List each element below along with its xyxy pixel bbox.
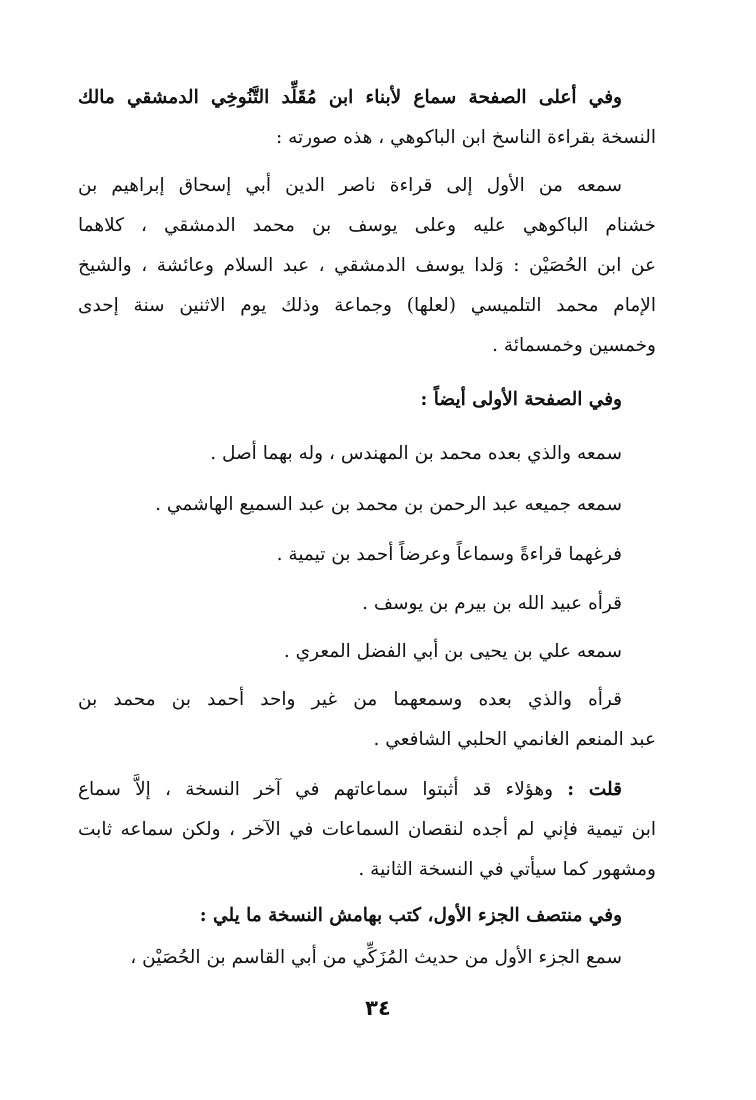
text-line: عبد المنعم الغانمي الحلبي الشافعي .: [373, 729, 656, 750]
paragraph-manuscript-audition-top: [78, 78, 656, 158]
paragraph-reading-record: [78, 680, 656, 760]
paragraph-author-comment: [78, 770, 656, 890]
page-number: ٣٤: [365, 996, 391, 1020]
text-line: وفي الصفحة الأولى أيضاً :: [420, 389, 622, 410]
text-line: النسخة بقراءة الناسخ ابن الباكوهي ، هذه صورته :: [276, 127, 656, 148]
text-line: قرأه عبيد الله بن بيرم بن يوسف .: [362, 593, 622, 614]
text-line: خشنام الباكوهي عليه وعلى يوسف بن محمد الدمشقي ، كلاهما: [78, 215, 656, 236]
line-rest: وهؤلاء قد أثبتوا سماعاتهم في آخر النسخة ، إلاَّ سماع: [78, 779, 568, 800]
text-line: فرغهما قراءةً وسماعاً وعرضاً أحمد بن تيمية .: [276, 544, 622, 565]
text-line: [78, 770, 656, 810]
paragraph-note: [78, 584, 656, 624]
text-line: وفي أعلى الصفحة سماع لأبناء ابن مُقَلِّد التَّنُوخِي الدمشقي مالك: [78, 87, 622, 108]
text-line: سمعه علي بن يحيى بن أبي الفضل المعري .: [283, 641, 622, 662]
paragraph-note: [78, 434, 656, 474]
text-line: عن ابن الحُصَيْن : وَلدا يوسف الدمشقي ، عبد السلام وعائشة ، والشيخ: [78, 255, 656, 276]
text-line: الإمام محمد التلميسي (لعلها) وجماعة وذلك يوم الاثنين سنة إحدى: [78, 295, 656, 316]
text-line: سمعه جميعه عبد الرحمن بن محمد بن عبد السميع الهاشمي .: [155, 494, 622, 515]
text-line: وفي منتصف الجزء الأول، كتب بهامش النسخة ما يلي :: [199, 905, 622, 926]
lead-word: قلت :: [567, 779, 622, 800]
paragraph-note: [78, 485, 656, 525]
paragraph-audition-mid: [78, 938, 656, 978]
text-line: سمعه والذي بعده محمد بن المهندس ، وله بهما أصل .: [210, 443, 622, 464]
text-line: سمعه من الأول إلى قراءة ناصر الدين أبي إسحاق إبراهيم بن: [78, 175, 622, 196]
text-line: سمع الجزء الأول من حديث المُزَكِّي من أبي القاسم بن الحُصَيْن ،: [130, 947, 622, 968]
paragraph-audition-record: [78, 166, 656, 366]
text-line: وخمسين وخمسمائة .: [492, 335, 656, 356]
paragraph-heading-middle: [78, 896, 656, 936]
text-line: قرأه والذي بعده وسمعهما من غير واحد أحمد بن محمد بن: [78, 689, 622, 710]
paragraph-heading-first-page: [78, 380, 656, 420]
paragraph-note: [78, 632, 656, 672]
paragraph-note: [78, 535, 656, 575]
text-line: ومشهور كما سيأتي في النسخة الثانية .: [358, 859, 656, 880]
text-line: ابن تيمية فإني لم أجده لنقصان السماعات في الآخر ، ولكن سماعه ثابت: [78, 819, 656, 840]
